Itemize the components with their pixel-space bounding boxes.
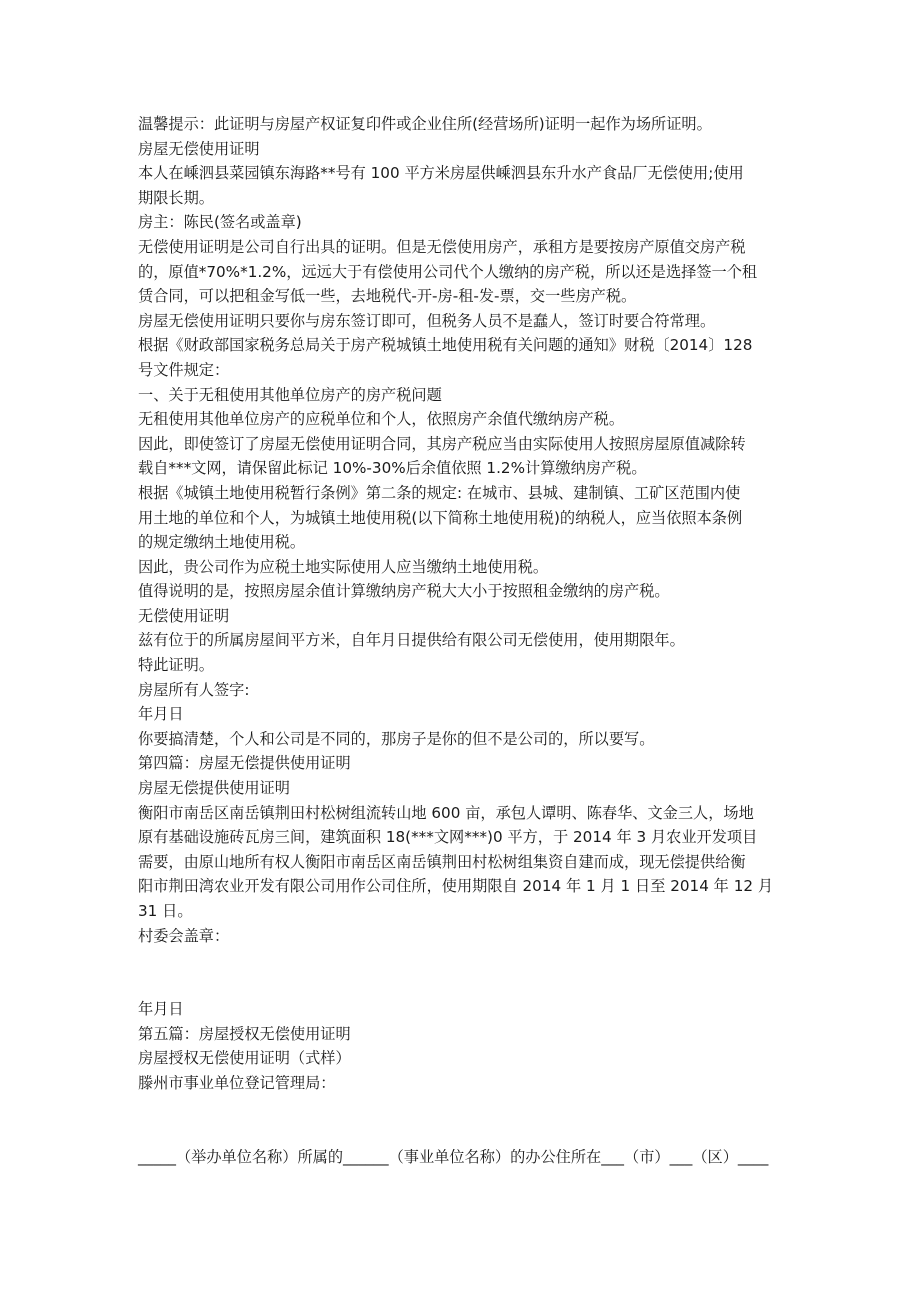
paragraph-line: 值得说明的是，按照房屋余值计算缴纳房产税大大小于按照租金缴纳的房产税。 (138, 582, 670, 601)
heading-authorized-free-use-sample: 房屋授权无偿使用证明（式样） (138, 1049, 351, 1068)
heading-house-free-use-certificate: 房屋无偿使用证明 (138, 139, 260, 158)
paragraph-line: 因此，贵公司作为应税土地实际使用人应当缴纳土地使用税。 (138, 557, 549, 576)
paragraph-line: 需要，由原山地所有权人衡阳市南岳区南岳镇荆田村松树组集资自建而成，现无偿提供给衡 (138, 852, 746, 871)
paragraph-line: 的规定缴纳土地使用税。 (138, 533, 306, 552)
date-line: 年月日 (138, 1000, 184, 1019)
paragraph-line: 原有基础设施砖瓦房三间，建筑面积 18(***文网***)0 平方，于 2014 年 3 月农业开发项目 (138, 828, 758, 847)
chapter-five-heading: 第五篇：房屋授权无偿使用证明 (138, 1024, 351, 1043)
heading-free-provision-certificate: 房屋无偿提供使用证明 (138, 779, 290, 798)
addressee-line: 滕州市事业单位登记管理局： (138, 1073, 336, 1092)
owner-signature-line: 房主：陈民(签名或盖章) (138, 213, 302, 232)
paragraph-line: 因此，即使签订了房屋无偿使用证明合同，其房产税应当由实际使用人按照房屋原值减除转 (138, 434, 746, 453)
paragraph-line: 房屋无偿使用证明只要你与房东签订即可，但税务人员不是蠢人，签订时要合符常理。 (138, 311, 716, 330)
village-committee-seal-label: 村委会盖章： (138, 926, 230, 945)
paragraph-line: 根据《城镇土地使用税暂行条例》第二条的规定: 在城市、县城、建制镇、工矿区范围内使 (138, 483, 741, 502)
paragraph-line: 兹有位于的所属房屋间平方米，自年月日提供给有限公司无偿使用，使用期限年。 (138, 631, 685, 650)
chapter-four-heading: 第四篇：房屋无偿提供使用证明 (138, 754, 351, 773)
tip-line: 温馨提示：此证明与房屋产权证复印件或企业住所(经营场所)证明一起作为场所证明。 (138, 115, 712, 133)
paragraph-line: 31 日。 (138, 902, 193, 920)
paragraph-line: 赁合同，可以把租金写低一些，去地税代-开-房-租-发-票，交一些房产税。 (138, 287, 637, 306)
paragraph-line: 载自***文网，请保留此标记 10%-30%后余值依照 1.2%计算缴纳房产税。 (138, 459, 647, 478)
paragraph-line: 无租使用其他单位房产的应税单位和个人，依照房产余值代缴纳房产税。 (138, 410, 624, 429)
blank-spacer (138, 1096, 788, 1145)
blank-spacer (138, 948, 788, 997)
date-line: 年月日 (138, 705, 184, 724)
paragraph-line: 衡阳市南岳区南岳镇荆田村松树组流转山地 600 亩，承包人谭明、陈春华、文金三人，场地 (138, 803, 754, 822)
paragraph-line: 阳市荆田湾农业开发有限公司用作公司住所，使用期限自 2014 年 1 月 1 日至 2014 年 12 月 (138, 877, 774, 896)
paragraph-line: 你要搞清楚，个人和公司是不同的，那房子是你的但不是公司的，所以要写。 (138, 729, 655, 748)
heading-free-use-certificate: 无偿使用证明 (138, 606, 230, 625)
paragraph-line: 号文件规定： (138, 360, 230, 379)
paragraph-line: 本人在嵊泗县菜园镇东海路**号有 100 平方米房屋供嵊泗县东升水产食品厂无偿使用;使用 (138, 164, 744, 183)
document-body (138, 112, 788, 1169)
section-heading: 一、关于无租使用其他单位房产的房产税问题 (138, 385, 442, 404)
paragraph-line: 期限长期。 (138, 188, 214, 207)
paragraph-line: 根据《财政部国家税务总局关于房产税城镇土地使用税有关问题的通知》财税〔2014〕128 (138, 336, 753, 355)
paragraph-line: 无偿使用证明是公司自行出具的证明。但是无偿使用房产，承租方是要按房产原值交房产税 (138, 237, 746, 256)
owner-signature-label: 房屋所有人签字: (138, 680, 250, 699)
paragraph-line: 用土地的单位和个人，为城镇土地使用税(以下简称土地使用税)的纳税人，应当依照本条例 (138, 508, 743, 527)
paragraph-line: 的，原值*70%*1.2%，远远大于有偿使用公司代个人缴纳的房产税，所以还是选择签一个租 (138, 262, 758, 281)
paragraph-line: 特此证明。 (138, 656, 214, 675)
form-fill-line: _____（举办单位名称）所属的______（事业单位名称）的办公住所在___（市）___（区）____ (138, 1147, 769, 1166)
